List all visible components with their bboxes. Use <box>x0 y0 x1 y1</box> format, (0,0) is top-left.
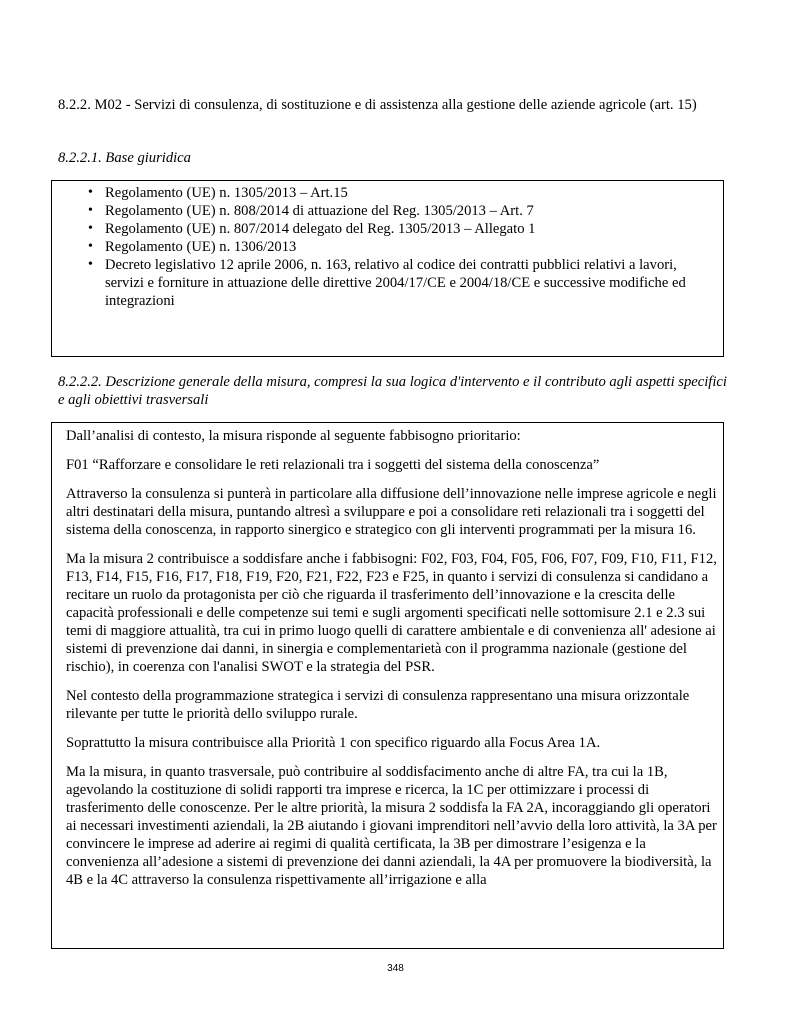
description-paragraph: Nel contesto della programmazione strategica i servizi di consulenza rappresentano una misura orizzontale rilevante per tutte le priorità dello sviluppo rurale. <box>66 688 690 722</box>
list-item: • Regolamento (UE) n. 1305/2013 – Art.15 <box>82 184 712 202</box>
description-box <box>51 422 724 949</box>
description-paragraph: Attraverso la consulenza si punterà in particolare alla diffusione dell’innovazione nelle imprese agricole e negli altri destinatari della misura, puntando altresì a sviluppare e poi a consolidare reti relazionali tra i soggetti del sistema della conoscenza, in rapporto sinergico e strategico con gli interventi programmati per la misura 16. <box>66 486 717 538</box>
description-heading: 8.2.2.2. Descrizione generale della misura, compresi la sua logica d'intervento e il contributo agli aspetti specifici e agli obiettivi trasversali <box>58 374 727 408</box>
description-paragraph: Dall’analisi di contesto, la misura risponde al seguente fabbisogno prioritario: <box>66 428 521 444</box>
description-paragraph: F01 “Rafforzare e consolidare le reti relazionali tra i soggetti del sistema della conoscenza” <box>66 457 600 473</box>
list-item: • Decreto legislativo 12 aprile 2006, n. 163, relativo al codice dei contratti pubblici relativi a lavori, servizi e forniture in attuazione delle direttive 2004/17/CE e 2004/18/CE e successive modifiche ed integrazioni <box>82 256 712 310</box>
legal-basis-list <box>82 184 712 310</box>
page-number: 348 <box>387 963 404 974</box>
description-paragraph: Ma la misura, in quanto trasversale, può contribuire al soddisfacimento anche di altre FA, tra cui la 1B, agevolando la costituzione di solidi rapporti tra imprese e ricerca, la 1C per ottimizzare i processi di trasferimento delle conoscenze. Per le altre priorità, la misura 2 soddisfa la FA 2A, incoraggiando gli operatori ai necessari investimenti aziendali, la 2B aiutando i giovani imprenditori nell’avvio della loro attività, la 3A per convincere le imprese ad aderire ai regimi di qualità certificata, la 3B per dimostrare l’esigenza e la convenienza all’adesione a sistemi di prevenzione dei danni aziendali, la 4A per promuovere la biodiversità, la 4B e la 4C attraverso la consulenza rispettivamente all’irrigazione e alla <box>66 764 717 888</box>
section-heading: 8.2.2. M02 - Servizi di consulenza, di sostituzione e di assistenza alla gestione delle aziende agricole (art. 15) <box>58 97 697 113</box>
list-item: • Regolamento (UE) n. 808/2014 di attuazione del Reg. 1305/2013 – Art. 7 <box>82 202 712 220</box>
legal-basis-heading: 8.2.2.1. Base giuridica <box>58 150 191 166</box>
list-item: • Regolamento (UE) n. 807/2014 delegato del Reg. 1305/2013 – Allegato 1 <box>82 220 712 238</box>
legal-basis-box <box>51 180 724 357</box>
description-paragraph: Ma la misura 2 contribuisce a soddisfare anche i fabbisogni: F02, F03, F04, F05, F06, F07, F09, F10, F11, F12, F13, F14, F15, F16, F17, F18, F19, F20, F21, F22, F23 e F25, in quanto i servizi di consulenza si candidano a recitare un ruolo da protagonista per ciò che riguarda il trasferimento dell’innovazione e la crescita delle capacità professionali e delle competenze sui temi e sugli argomenti specificati nelle sottomisure 2.1 e 2.3 sui temi di maggiore attualità, tra cui in primo luogo quelli di carattere ambientale e di convenienza all' adesione ai sistemi di prevenzione dai danni, in sinergia e complementarietà con il programma nazionale (gestione del rischio), in coerenza con l'analisi SWOT e la strategia del PSR. <box>66 551 717 675</box>
description-paragraph: Soprattutto la misura contribuisce alla Priorità 1 con specifico riguardo alla Focus Area 1A. <box>66 735 601 751</box>
list-item: • Regolamento (UE) n. 1306/2013 <box>82 238 712 256</box>
description-content <box>66 427 719 900</box>
